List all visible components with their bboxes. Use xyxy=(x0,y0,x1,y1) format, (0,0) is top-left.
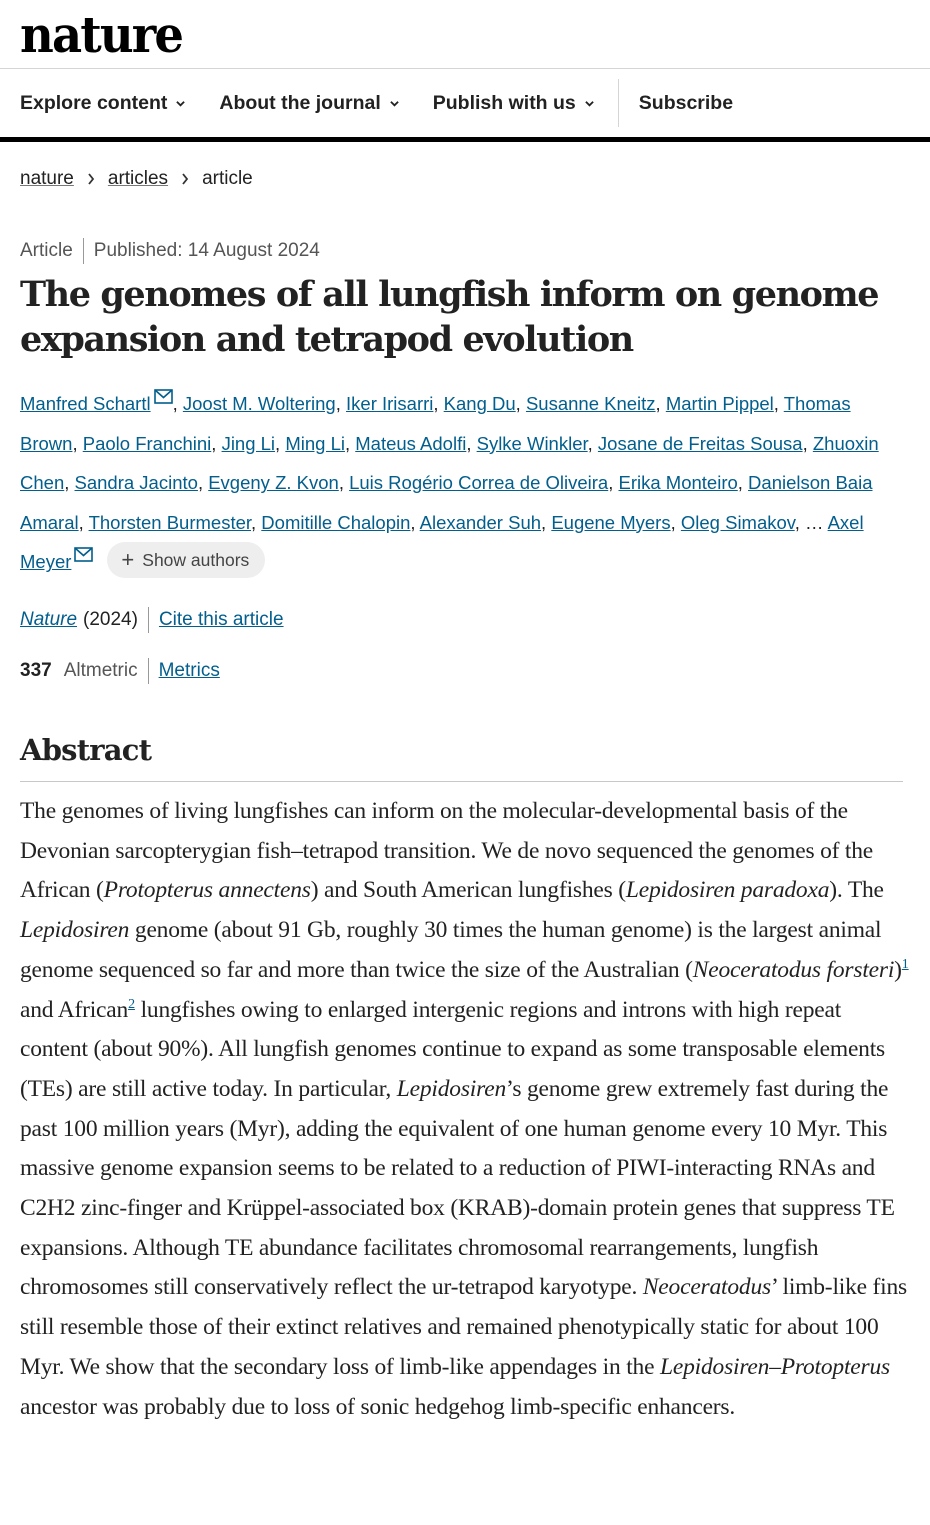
breadcrumb-current: article xyxy=(202,168,253,189)
author-link[interactable]: Zhuoxin Chen xyxy=(20,432,879,494)
chevron-down-icon xyxy=(585,99,594,108)
abstract-text-part: ). The xyxy=(829,877,884,904)
abstract-text xyxy=(20,792,913,1427)
reference-link[interactable]: 1 xyxy=(901,956,909,972)
nature-logo[interactable]: nature xyxy=(20,5,183,64)
author-link[interactable]: Paolo Franchini xyxy=(82,432,212,454)
abstract-divider xyxy=(20,781,903,782)
species-name: Lepidosiren paradoxa xyxy=(625,877,830,904)
abstract-text-part: ’ limb-like fins still resemble those of their extinct relatives and remained phenotypically static for about 100 Myr. We show that the secondary loss of limb-like appendages in the xyxy=(20,1274,908,1380)
author-link[interactable]: Eugene Myers xyxy=(551,511,671,533)
author-link[interactable]: Erika Monteiro xyxy=(618,472,738,494)
nav-publish-with-us[interactable] xyxy=(433,92,594,115)
author-link[interactable]: Domitille Chalopin xyxy=(261,511,411,533)
author-link[interactable]: Iker Irisarri xyxy=(346,393,434,414)
journal-line xyxy=(20,607,284,633)
metrics-divider xyxy=(148,658,149,684)
metrics-line xyxy=(20,658,220,684)
species-name: Lepidosiren xyxy=(20,917,130,944)
author-list: Manfred Schartl , Joost M. Woltering, Iker Irisarri, Kang Du, Susanne Kneitz, Martin Pippel, Thomas Brown, Paolo Franchini, Jing Li, Ming Li, Mateus Adolfi, Sylke Winkler, Josane de Freitas Sousa, Zhuoxin Chen, Sandra Jacinto, Evgeny Z. Kvon, Luis Rogério Correa de Oliveira, Erika Monteiro, Danielson Baia Amaral, Thorsten Burmester, Domitille Chalopin, Alexander Suh, Eugene Myers, Oleg Simakov, … Axel Meyer + Show authors xyxy=(20,384,910,582)
abstract-text-part: and African xyxy=(20,996,129,1023)
nav-publish-with-us-label: Publish with us xyxy=(432,91,576,114)
show-authors-label: Show authors xyxy=(142,550,250,571)
author-link[interactable]: Thorsten Burmester xyxy=(88,511,252,533)
author-link[interactable]: Alexander Suh xyxy=(419,511,542,533)
plus-icon: + xyxy=(121,547,135,573)
abstract-text-part: genome (about 91 Gb, roughly 30 times the human genome) is the largest animal genome sequenced so far and more than twice the size of the Australian ( xyxy=(20,917,882,983)
mail-icon[interactable] xyxy=(74,547,93,562)
nav-explore-content-label: Explore content xyxy=(20,91,168,114)
author-link[interactable]: Joost M. Woltering xyxy=(182,393,336,414)
species-name: Lepidosiren–Protopterus xyxy=(659,1353,890,1380)
author-link[interactable]: Susanne Kneitz xyxy=(525,393,656,414)
author-link[interactable]: Manfred Schartl xyxy=(20,393,151,414)
published-date: Published: 14 August 2024 xyxy=(93,240,320,261)
species-name: Protopterus annectens xyxy=(103,877,311,904)
chevron-right-icon xyxy=(181,173,189,185)
journal-link[interactable]: Nature xyxy=(20,609,78,630)
cite-article-link[interactable]: Cite this article xyxy=(158,609,284,630)
chevron-right-icon xyxy=(87,173,95,185)
author-link[interactable]: Mateus Adolfi xyxy=(355,432,467,454)
nav-about-journal[interactable] xyxy=(219,92,398,115)
author-link[interactable]: Martin Pippel xyxy=(665,393,774,414)
author-link[interactable]: Axel Meyer xyxy=(20,511,864,573)
meta-divider xyxy=(83,238,84,264)
chevron-down-icon xyxy=(390,99,399,108)
journal-year: (2024) xyxy=(83,609,138,630)
breadcrumb xyxy=(20,168,253,190)
author-link[interactable]: Josane de Freitas Sousa xyxy=(597,432,803,454)
species-name: Lepidosiren xyxy=(396,1075,506,1102)
reference-link[interactable]: 2 xyxy=(128,996,135,1012)
journal-divider xyxy=(148,607,149,633)
altmetric-label: Altmetric xyxy=(63,660,138,681)
abstract-text-part: lungfishes owing to enlarged intergenic regions and introns with high repeat content (about 90%). All lungfish genomes continue to expand as some transposable elements (TEs) are still active today. In particular, xyxy=(20,996,886,1102)
nav-subscribe[interactable]: Subscribe xyxy=(638,91,734,114)
breadcrumb-nature[interactable]: nature xyxy=(20,168,74,189)
abstract-text-part: ) and South American lungfishes ( xyxy=(310,877,626,904)
breadcrumb-articles[interactable]: articles xyxy=(107,168,169,189)
main-nav xyxy=(0,68,930,142)
author-link[interactable]: Danielson Baia Amaral xyxy=(20,472,873,533)
nav-explore-content[interactable] xyxy=(20,92,185,115)
author-link[interactable]: Ming Li xyxy=(285,432,345,454)
article-title: The genomes of all lungfish inform on genome expansion and tetrapod evolution xyxy=(20,274,879,360)
author-link[interactable]: Evgeny Z. Kvon xyxy=(208,472,339,494)
author-link[interactable]: Thomas Brown xyxy=(20,393,851,454)
nav-divider xyxy=(618,79,619,127)
altmetric-count: 337 xyxy=(20,660,52,681)
show-authors-button[interactable] xyxy=(107,542,265,578)
nav-about-journal-label: About the journal xyxy=(219,91,381,114)
author-link[interactable]: Sylke Winkler xyxy=(476,432,588,454)
author-ellipsis: … xyxy=(804,511,824,533)
abstract-text-part: ) xyxy=(894,956,902,983)
mail-icon[interactable] xyxy=(154,389,173,404)
article-meta xyxy=(20,238,320,264)
author-link[interactable]: Sandra Jacinto xyxy=(74,472,198,494)
abstract-heading: Abstract xyxy=(20,733,152,767)
abstract-text-part: ancestor was probably due to loss of sonic hedgehog limb-specific enhancers. xyxy=(20,1393,736,1420)
abstract-text-part: ’s genome grew extremely fast during the past 100 million years (Myr), adding the equivalent of one human genome every 10 Myr. This massive genome expansion seems to be related to a reduction of PIWI-interacting RNAs and C2H2 zinc-finger and Krüppel-associated box (KRAB)-domain protein genes that suppress TE expansions. Although TE abundance facilitates chromosomal rearrangements, lungfish chromosomes still conservatively reflect the ur-tetrapod karyotype. xyxy=(20,1075,895,1301)
article-type: Article xyxy=(20,240,73,261)
author-link[interactable]: Oleg Simakov xyxy=(680,511,795,533)
species-name: Neoceratodus forsteri xyxy=(692,956,895,983)
abstract-text-part: The genomes of living lungfishes can inform on the molecular-developmental basis of the Devonian sarcopterygian fish–tetrapod transition. We de novo sequenced the genomes of the African ( xyxy=(20,798,874,904)
author-link[interactable]: Jing Li xyxy=(221,432,276,454)
author-link[interactable]: Kang Du xyxy=(443,393,516,414)
author-link[interactable]: Luis Rogério Correa de Oliveira xyxy=(349,472,609,494)
metrics-link[interactable]: Metrics xyxy=(158,660,220,681)
chevron-down-icon xyxy=(176,99,185,108)
species-name: Neoceratodus xyxy=(642,1274,771,1301)
